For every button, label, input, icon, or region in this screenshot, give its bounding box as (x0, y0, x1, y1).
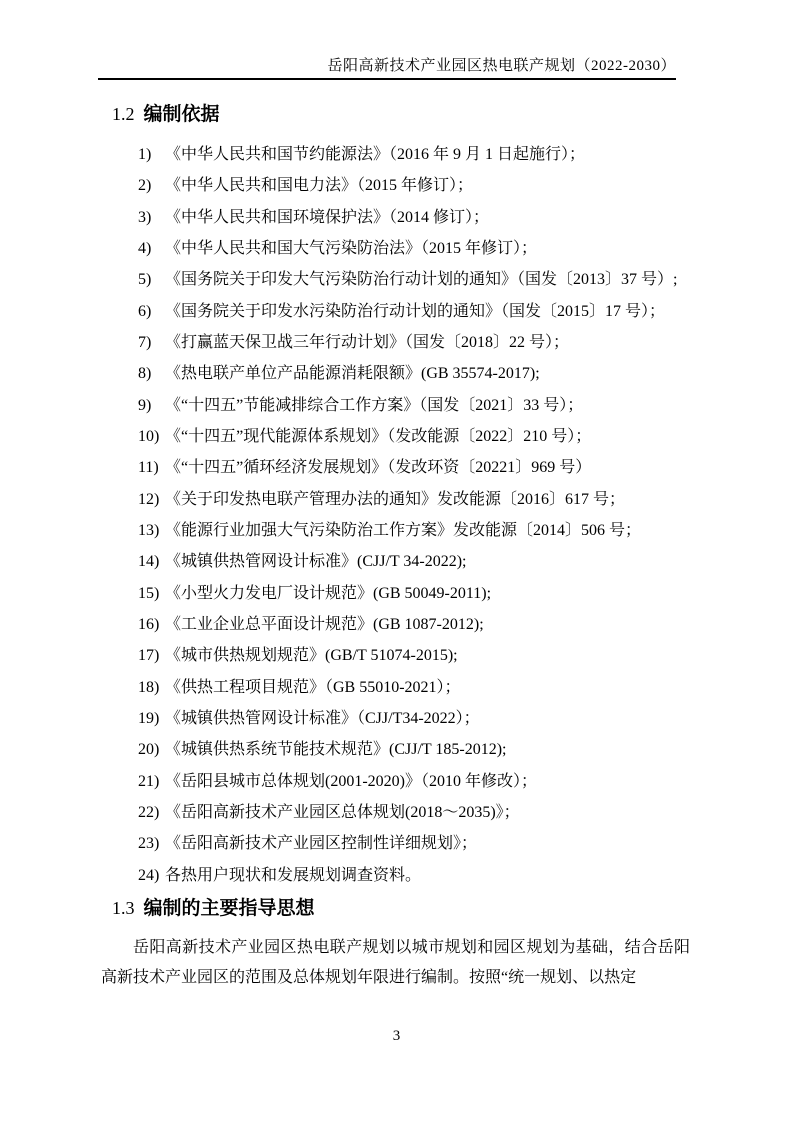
reference-text: 《“十四五”循环经济发展规划》（发改环资〔20221〕969 号） (165, 459, 592, 477)
reference-item (138, 766, 698, 797)
reference-item (138, 578, 698, 609)
reference-number: 5) (138, 271, 152, 289)
header-title: 岳阳高新技术产业园区热电联产规划（2022-2030） (327, 58, 676, 74)
reference-number: 11) (138, 459, 159, 477)
reference-item (138, 421, 698, 452)
reference-item (138, 515, 698, 546)
reference-number: 17) (138, 647, 160, 665)
reference-item (138, 202, 698, 233)
page-number: 3 (392, 1028, 401, 1044)
reference-item (138, 358, 698, 389)
reference-number: 19) (138, 709, 160, 727)
reference-item (138, 233, 698, 264)
reference-item (138, 860, 698, 891)
section-title: 编制依据 (143, 104, 220, 125)
reference-text: 《“十四五”现代能源体系规划》（发改能源〔2022〕210 号）； (165, 427, 592, 445)
reference-item (138, 296, 698, 327)
reference-item (138, 170, 698, 201)
reference-text: 《国务院关于印发水污染防治行动计划的通知》（国发〔2015〕17 号）； (165, 302, 666, 320)
reference-text: 《城镇供热管网设计标准》（CJJ/T34-2022）； (165, 709, 480, 727)
reference-number: 18) (138, 678, 160, 696)
reference-text: 《小型火力发电厂设计规范》(GB 50049-2011); (165, 584, 492, 602)
reference-item (138, 484, 698, 515)
reference-text: 《打赢蓝天保卫战三年行动计划》（国发〔2018〕22 号）； (165, 333, 570, 351)
reference-number: 12) (138, 490, 160, 508)
reference-number: 23) (138, 835, 160, 853)
reference-item (138, 327, 698, 358)
reference-item (138, 828, 698, 859)
reference-text: 《中华人民共和国节约能源法》（2016 年 9 月 1 日起施行）； (165, 146, 586, 163)
reference-text: 《能源行业加强大气污染防治工作方案》发改能源〔2014〕506 号； (165, 521, 642, 539)
reference-item (138, 452, 698, 483)
reference-text: 《岳阳高新技术产业园区控制性详细规划》； (165, 835, 478, 853)
reference-text: 各热用户现状和发展规划调查资料。 (165, 866, 422, 884)
reference-item (138, 703, 698, 734)
reference-number: 1) (138, 146, 152, 163)
section-heading-1-2 (112, 102, 220, 127)
reference-number: 16) (138, 615, 160, 633)
reference-item (138, 390, 698, 421)
reference-number: 8) (138, 365, 152, 383)
reference-item (138, 640, 698, 671)
reference-text: 《中华人民共和国环境保护法》（2014 修订）； (165, 208, 490, 226)
reference-text: 《“十四五”节能减排综合工作方案》（国发〔2021〕33 号）； (165, 396, 584, 414)
reference-text: 《城市供热规划规范》(GB/T 51074-2015); (165, 647, 458, 665)
reference-number: 20) (138, 741, 160, 759)
reference-text: 《工业企业总平面设计规范》(GB 1087-2012); (165, 615, 484, 633)
reference-number: 9) (138, 396, 152, 414)
reference-text: 《城镇供热系统节能技术规范》(CJJ/T 185-2012); (165, 741, 507, 759)
section-title: 编制的主要指导思想 (143, 898, 315, 919)
reference-text: 《供热工程项目规范》（GB 55010-2021）； (165, 678, 461, 696)
reference-item (138, 546, 698, 577)
reference-number: 22) (138, 803, 160, 821)
reference-text: 《国务院关于印发大气污染防治行动计划的通知》（国发〔2013〕37 号）; (165, 271, 678, 289)
reference-number: 13) (138, 521, 160, 539)
reference-number: 2) (138, 177, 152, 195)
reference-number: 6) (138, 302, 152, 320)
reference-item (138, 264, 698, 295)
reference-number: 21) (138, 772, 160, 790)
reference-item (138, 609, 698, 640)
reference-item (138, 797, 698, 828)
reference-text: 《中华人民共和国电力法》（2015 年修订）； (165, 177, 474, 195)
reference-number: 4) (138, 239, 152, 257)
reference-number: 10) (138, 427, 160, 445)
reference-list (138, 139, 698, 891)
reference-text: 《中华人民共和国大气污染防治法》（2015 年修订）； (165, 239, 538, 257)
reference-text: 《城镇供热管网设计标准》(CJJ/T 34-2022); (165, 553, 467, 571)
reference-number: 24) (138, 866, 160, 884)
reference-number: 7) (138, 333, 152, 351)
reference-number: 15) (138, 584, 160, 602)
reference-text: 《热电联产单位产品能源消耗限额》(GB 35574-2017); (165, 365, 540, 383)
reference-number: 3) (138, 208, 152, 226)
section-number: 1.3 (112, 898, 135, 918)
reference-item (138, 672, 698, 703)
section-heading-1-3 (112, 896, 315, 921)
reference-item (138, 139, 698, 170)
reference-text: 《岳阳县城市总体规划(2001-2020)》（2010 年修改）； (165, 772, 537, 790)
reference-text: 《关于印发热电联产管理办法的通知》发改能源〔2016〕617 号； (165, 490, 626, 508)
reference-item (138, 734, 698, 765)
section-number: 1.2 (112, 104, 135, 124)
header-rule (98, 78, 676, 80)
reference-text: 《岳阳高新技术产业园区总体规划(2018～2035)》； (165, 803, 520, 821)
body-paragraph: 岳阳高新技术产业园区热电联产规划以城市规划和园区规划为基础，结合岳阳高新技术产业园区的范围及总体规划年限进行编制。按照“统一规划、以热定 (101, 939, 690, 986)
reference-number: 14) (138, 553, 160, 571)
